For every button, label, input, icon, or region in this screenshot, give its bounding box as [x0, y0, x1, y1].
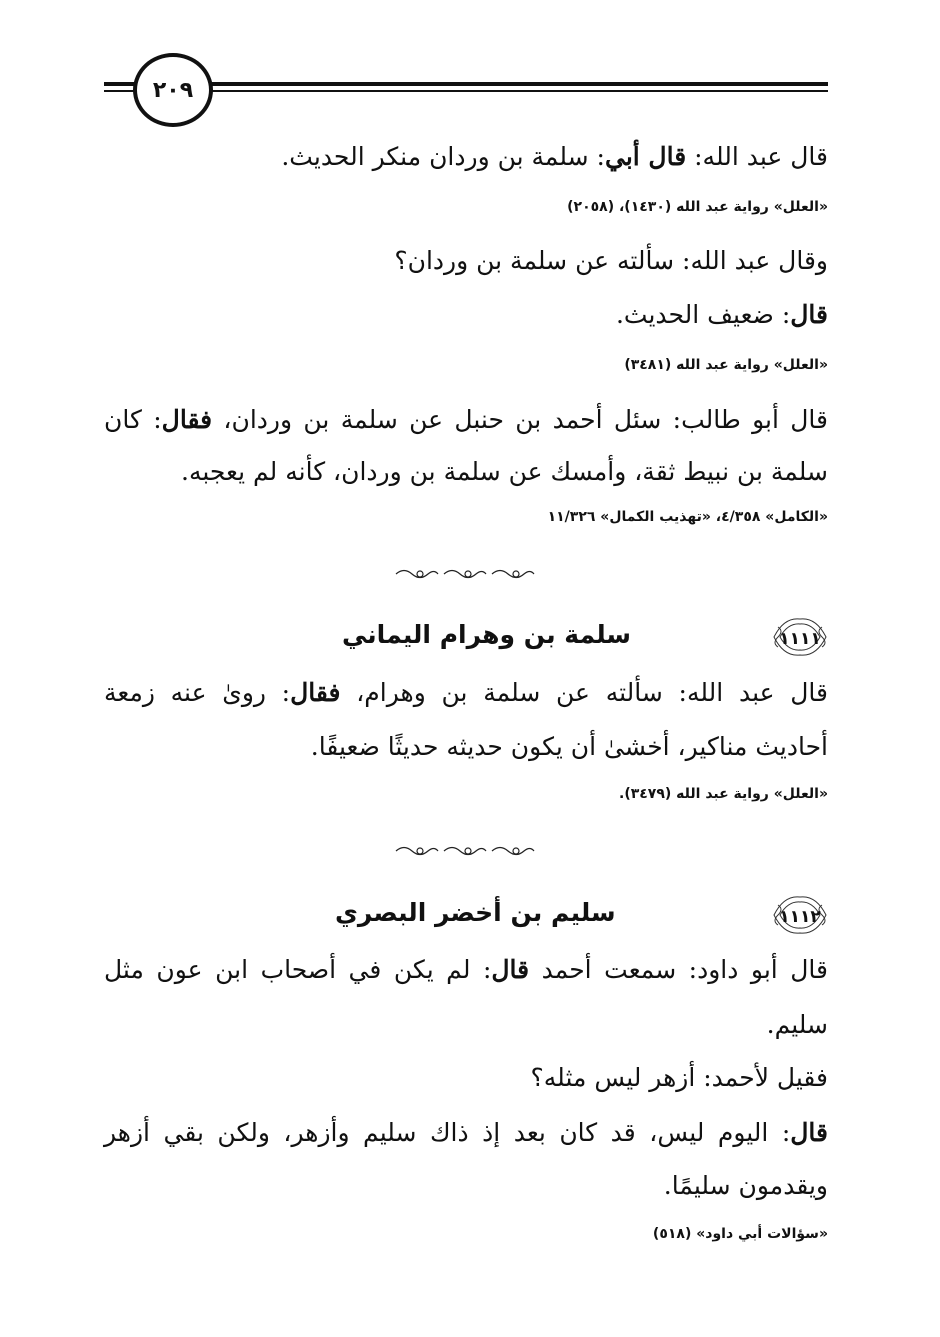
page-number: ٢٠٩ [133, 53, 213, 127]
ornament-divider [392, 843, 542, 859]
source-citation: «العلل» رواية عبد الله (٣٤٨١) [624, 357, 828, 373]
entry-number-badge [768, 893, 832, 937]
source-citation: «العلل» رواية عبد الله (١٤٣٠)، (٢٠٥٨) [567, 199, 828, 215]
entry-number: ١١١٢ [779, 907, 821, 927]
paragraph-line: قال: اليوم ليس، قد كان بعد إذ ذاك سليم وأزهر، ولكن بقي أزهر [104, 1118, 828, 1147]
source-citation: «الكامل» ٤/٣٥٨، «تهذيب الكمال» ١١/٣٢٦ [547, 509, 828, 525]
entry-number-badge [768, 615, 832, 659]
paragraph-line: قال أبو طالب: سئل أحمد بن حنبل عن سلمة بن وردان، فقال: كان [104, 405, 829, 434]
entry-number: ١١١١ [779, 629, 821, 649]
paragraph-line: قال: ضعيف الحديث. [615, 300, 828, 329]
entry-title: سلمة بن وهرام اليماني [342, 620, 632, 649]
paragraph-line: وقال عبد الله: سألته عن سلمة بن وردان؟ [394, 246, 828, 275]
ornament-divider [392, 566, 542, 582]
paragraph-line: أحاديث مناكير، أخشىٰ أن يكون حديثه حديثًا ضعيفًا. [310, 732, 828, 761]
paragraph-line: قال عبد الله: قال أبي: سلمة بن وردان منكر الحديث. [281, 142, 828, 171]
paragraph-line: ويقدمون سليمًا. [663, 1171, 828, 1200]
paragraph-line: قال أبو داود: سمعت أحمد قال: لم يكن في أصحاب ابن عون مثل [104, 955, 828, 984]
source-citation: «سؤالات أبي داود» (٥١٨) [652, 1226, 828, 1242]
source-citation: «العلل» رواية عبد الله (٣٤٧٩). [619, 786, 828, 802]
paragraph-line: سلمة بن نبيط ثقة، وأمسك عن سلمة بن وردان، كأنه لم يعجبه. [181, 457, 828, 486]
entry-title: سليم بن أخضر البصري [335, 898, 616, 927]
paragraph-line: فقيل لأحمد: أزهر ليس مثله؟ [530, 1063, 828, 1092]
paragraph-line: سليم. [766, 1010, 828, 1039]
paragraph-line: قال عبد الله: سألته عن سلمة بن وهرام، فقال: روىٰ عنه زمعة [104, 678, 828, 707]
